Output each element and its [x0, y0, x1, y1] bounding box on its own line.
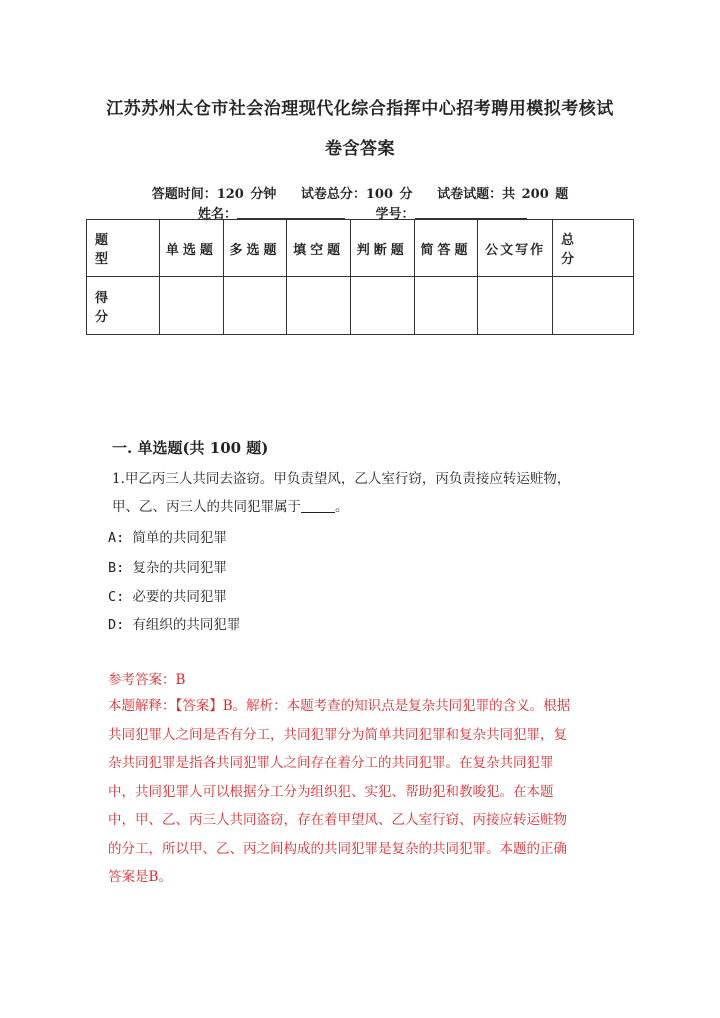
option-key: C:: [108, 589, 125, 605]
score-header-writing: 公文写作: [478, 220, 553, 277]
option-a: [108, 526, 227, 546]
score-cell-total[interactable]: [553, 277, 634, 335]
explanation-line: 中，共同犯罪人可以根据分工分为组织犯、实犯、帮助犯和教唆犯。在本题: [108, 783, 554, 800]
explanation-line: 共同犯罪人之间是否有分工，共同犯罪分为简单共同犯罪和复杂共同犯罪，复: [108, 726, 567, 743]
score-cell-short[interactable]: [414, 277, 478, 335]
reference-answer: 参考答案：B: [108, 672, 186, 688]
id-blank[interactable]: [415, 206, 527, 219]
name-blank[interactable]: [237, 206, 345, 219]
exam-time: 答题时间：120 分钟: [151, 187, 277, 202]
id-label: 学号：: [375, 207, 415, 222]
explanation-line: 杂共同犯罪是指各共同犯罪人之间存在着分工的共同犯罪。在复杂共同犯罪: [108, 755, 554, 771]
option-d: [108, 613, 240, 633]
score-header-multi: 多选题: [223, 220, 287, 277]
score-cell-judge[interactable]: [350, 277, 414, 335]
exam-meta: [0, 183, 720, 202]
name-label: 姓名：: [198, 207, 238, 222]
option-key: D:: [108, 617, 125, 633]
exam-total-score: 试卷总分：100 分: [300, 187, 413, 202]
score-cell-multi[interactable]: [223, 277, 287, 335]
score-cell-writing[interactable]: [478, 277, 553, 335]
score-row-label: 得 分: [87, 277, 160, 335]
score-cell-fill[interactable]: [287, 277, 351, 335]
score-table-score-row: [87, 277, 634, 335]
option-text: 简单的共同犯罪: [132, 530, 227, 546]
explanation-line: 的分工，所以甲、乙、丙之间构成的共同犯罪是复杂的共同犯罪。本题的正确: [108, 840, 567, 857]
option-text: 有组织的共同犯罪: [132, 617, 241, 633]
option-text: 复杂的共同犯罪: [132, 560, 227, 576]
answer-blank: [301, 498, 335, 513]
question-stem-end: 。: [335, 499, 349, 515]
explanation-line: 答案是B。: [108, 869, 172, 885]
question-stem-text: 甲、乙、丙三人的共同犯罪属于: [112, 499, 301, 515]
option-text: 必要的共同犯罪: [132, 589, 227, 605]
exam-question-count: 试卷试题：共 200 题: [437, 187, 569, 202]
explanation-line: 中，甲、乙、丙三人共同盗窃，存在着甲望风、乙人室行窃、丙接应转运赃物: [108, 812, 567, 828]
document-title-line1: 江苏苏州太仓市社会治理现代化综合指挥中心招考聘用模拟考核试: [106, 99, 614, 119]
option-key: A:: [108, 530, 125, 546]
score-header-type: 题 型: [87, 220, 160, 277]
document-title-line2: 卷含答案: [325, 139, 395, 159]
score-header-single: 单选题: [160, 220, 224, 277]
score-header-fill: 填空题: [287, 220, 351, 277]
explanation-line: 本题解释：【答案】B。解析：本题考查的知识点是复杂共同犯罪的含义。根据: [108, 698, 571, 714]
answer-explanation: [108, 692, 606, 892]
score-header-short: 简答题: [414, 220, 478, 277]
option-c: [108, 585, 227, 605]
score-table: [86, 219, 634, 335]
section-title: 一. 单选题(共 100 题): [112, 439, 269, 457]
question-stem-line2: [112, 493, 612, 521]
score-cell-single[interactable]: [160, 277, 224, 335]
option-b: [108, 556, 227, 576]
score-header-judge: 判断题: [350, 220, 414, 277]
option-key: B:: [108, 560, 125, 576]
score-header-total: 总 分: [553, 220, 634, 277]
question-stem-line1: 1.甲乙丙三人共同去盗窃。甲负责望风，乙人室行窃，丙负责接应转运赃物，: [112, 471, 571, 487]
score-table-header-row: [87, 220, 634, 277]
